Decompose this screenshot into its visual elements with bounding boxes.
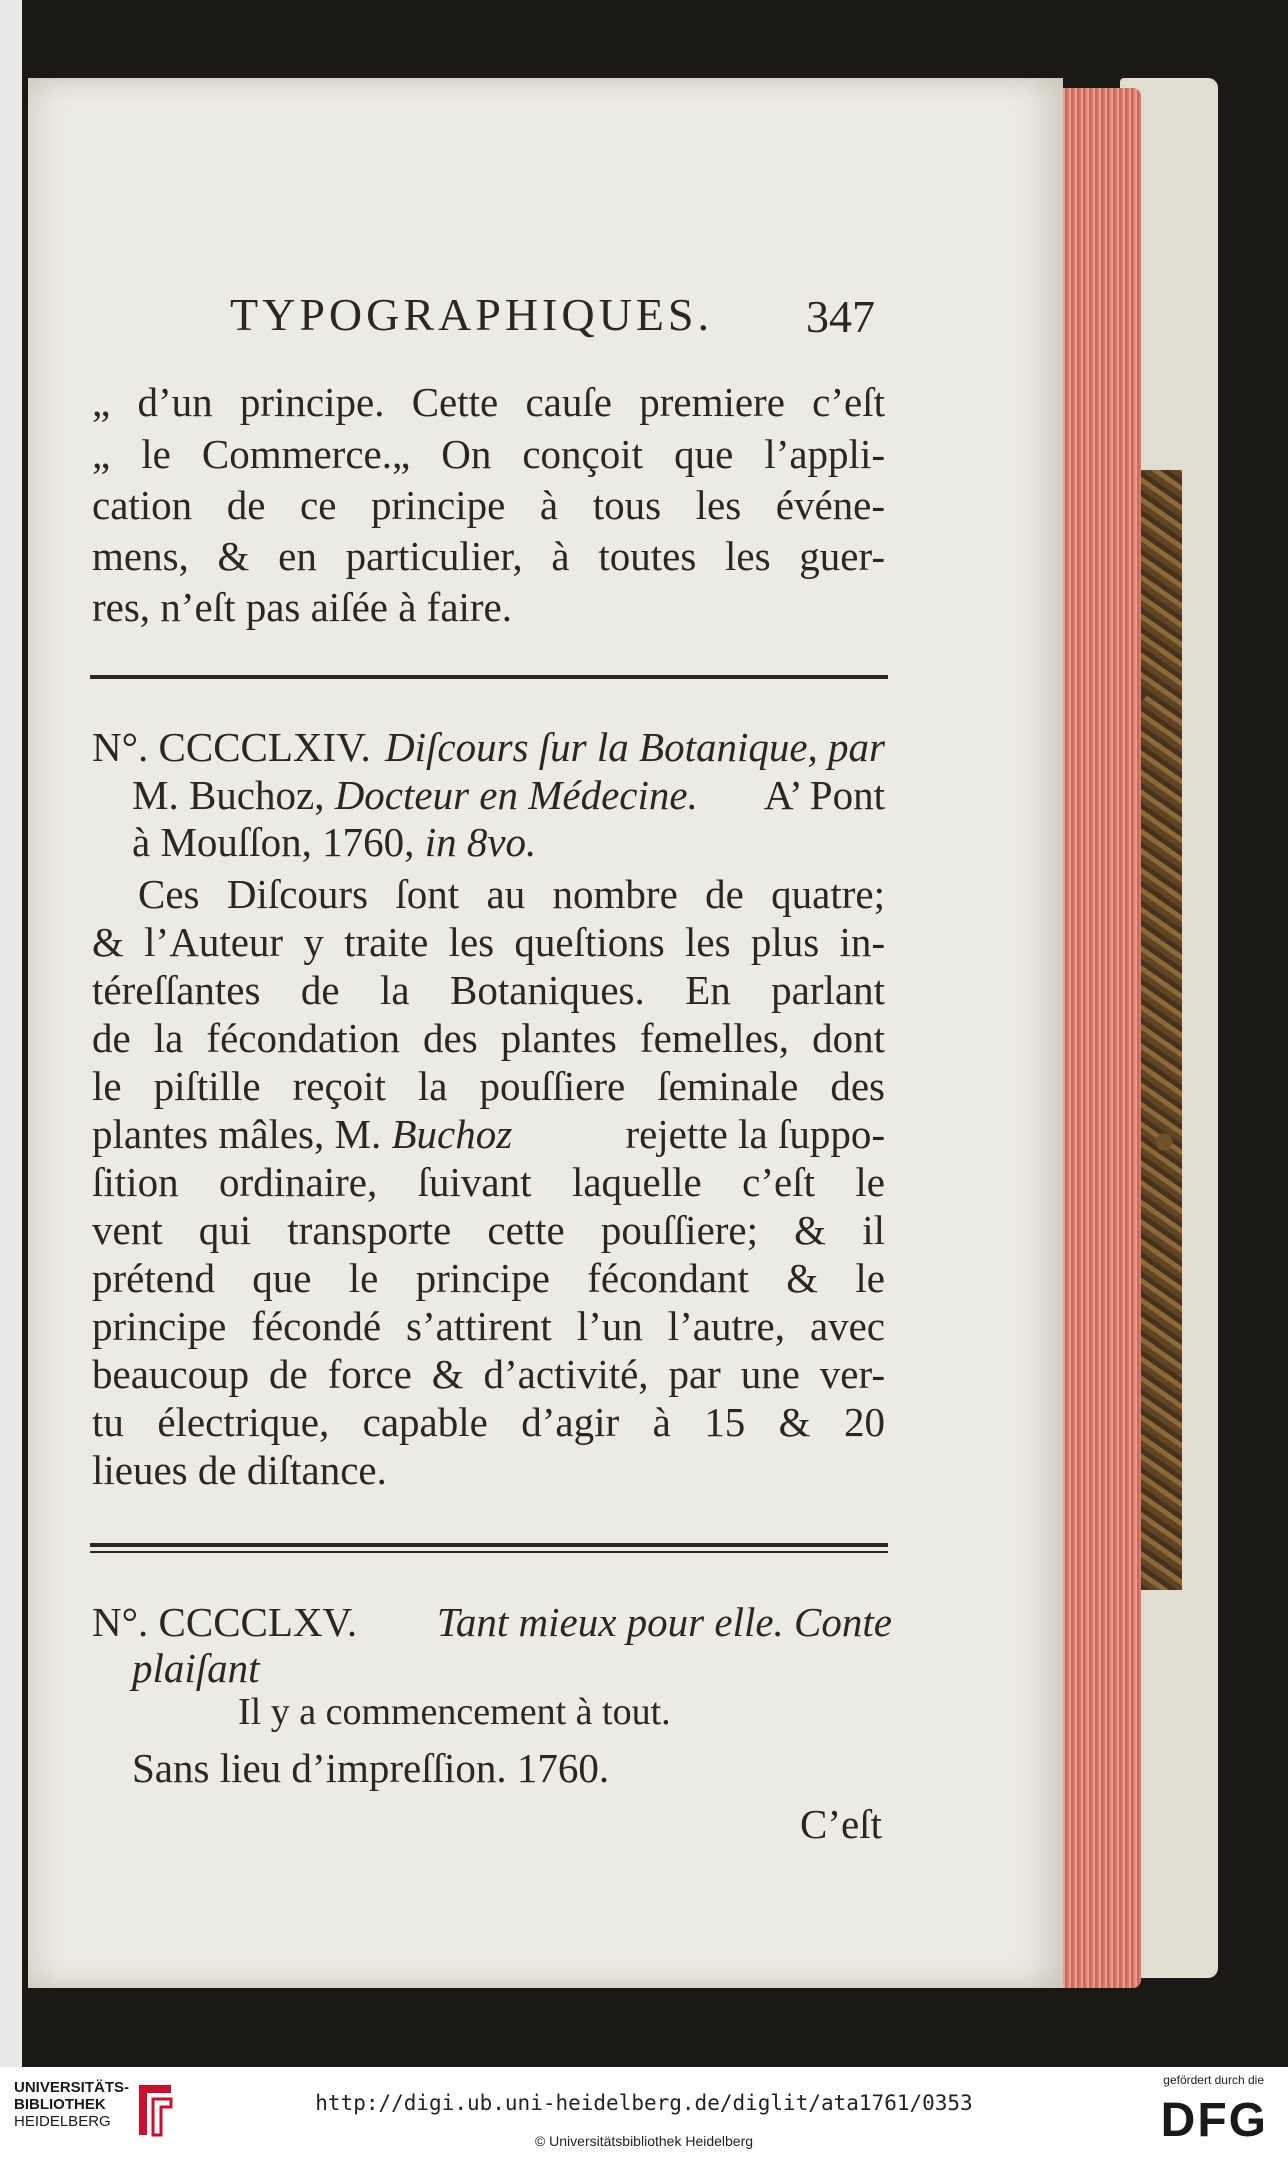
text-line: & l’Auteur y traite les queſtions les plus in- [92,919,885,965]
text-line: lieues de diſtance. [92,1447,387,1493]
entry-title: Tant mieux pour elle. Conte [436,1599,892,1645]
permalink[interactable]: http://digi.ub.uni-heidelberg.de/diglit/ata1761/0353 [315,2091,973,2115]
text-line: principe fécondé s’attirent l’un l’autre, avec [92,1303,885,1349]
text-line: „ d’un principe. Cette cauſe premiere c’eſt [92,379,885,425]
entry-imprint: Sans lieu d’impreſſion. 1760. [132,1745,610,1791]
entry-place: A’ Pont [763,772,885,818]
entry-heading [92,1598,892,1646]
entry-title: Diſcours ſur la Botanique, par [385,724,885,770]
text-segment: rejette la ſuppo- [625,1111,885,1157]
entry-format: in 8vo. [424,819,537,865]
running-head: TYPOGRAPHIQUES. [230,289,713,340]
entry-imprint-line [132,818,536,866]
text-line: le piſtille reçoit la pouſſiere ſeminale des [92,1063,885,1109]
section-rule [90,1551,888,1553]
text-line: tu électrique, capable d’agir à 15 & 20 [92,1399,885,1445]
entry-author: M. Buchoz, [132,772,325,818]
text-line: beaucoup de force & d’activité, par une ver- [92,1351,885,1397]
entry-number: N°. CCCCLXV. [92,1599,358,1645]
text-line: téreſſantes de la Botaniques. En parlant [92,967,885,1013]
author-name-italic: Buchoz [391,1111,513,1157]
entry-imprint: à Mouſſon, 1760, [132,819,415,865]
text-line: Ces Diſcours ſont au nombre de quatre; [138,871,885,917]
text-line: „ le Commerce.„ On conçoit que l’appli- [92,431,885,477]
text-line: res, n’eſt pas aiſée à faire. [92,584,513,630]
book-page [28,78,1063,1988]
text-line: vent qui transporte cette pouſſiere; & il [92,1207,885,1253]
entry-author-line [132,771,885,819]
page-number: 347 [806,291,875,342]
funding-label: gefördert durch die [1163,2073,1264,2087]
section-rule [90,675,888,679]
section-rule [90,1543,888,1547]
page-edges [1055,88,1141,1988]
text-line: de la fécondation des plantes femelles, dont [92,1015,885,1061]
text-segment: plantes mâles, M. [92,1111,382,1157]
dfg-logo: DFG [1160,2094,1268,2147]
entry-number: N°. CCCCLXIV. [92,724,371,770]
text-line [92,1110,885,1158]
entry-title-continued: plaiſant [132,1645,260,1691]
text-line: mens, & en particulier, à toutes les guer- [92,533,885,579]
text-line: ſition ordinaire, ſuivant laquelle c’eſt le [92,1159,885,1205]
text-line: prétend que le principe fécondant & le [92,1255,885,1301]
text-line: cation de ce principe à tous les événe- [92,482,885,528]
copyright-notice: © Universitätsbibliothek Heidelberg [534,2133,754,2149]
scan-margin [0,0,22,2067]
catchword: C’eſt [800,1801,882,1847]
library-line: HEIDELBERG [14,2113,111,2130]
footer-bar [0,2067,1288,2159]
entry-degree: Docteur en Médecine. [334,772,698,818]
library-line: BIBLIOTHEK [14,2096,106,2113]
entry-motto: Il y a commencement à tout. [238,1691,671,1733]
entry-heading [92,723,885,771]
library-line: UNIVERSITÄTS- [14,2079,130,2096]
